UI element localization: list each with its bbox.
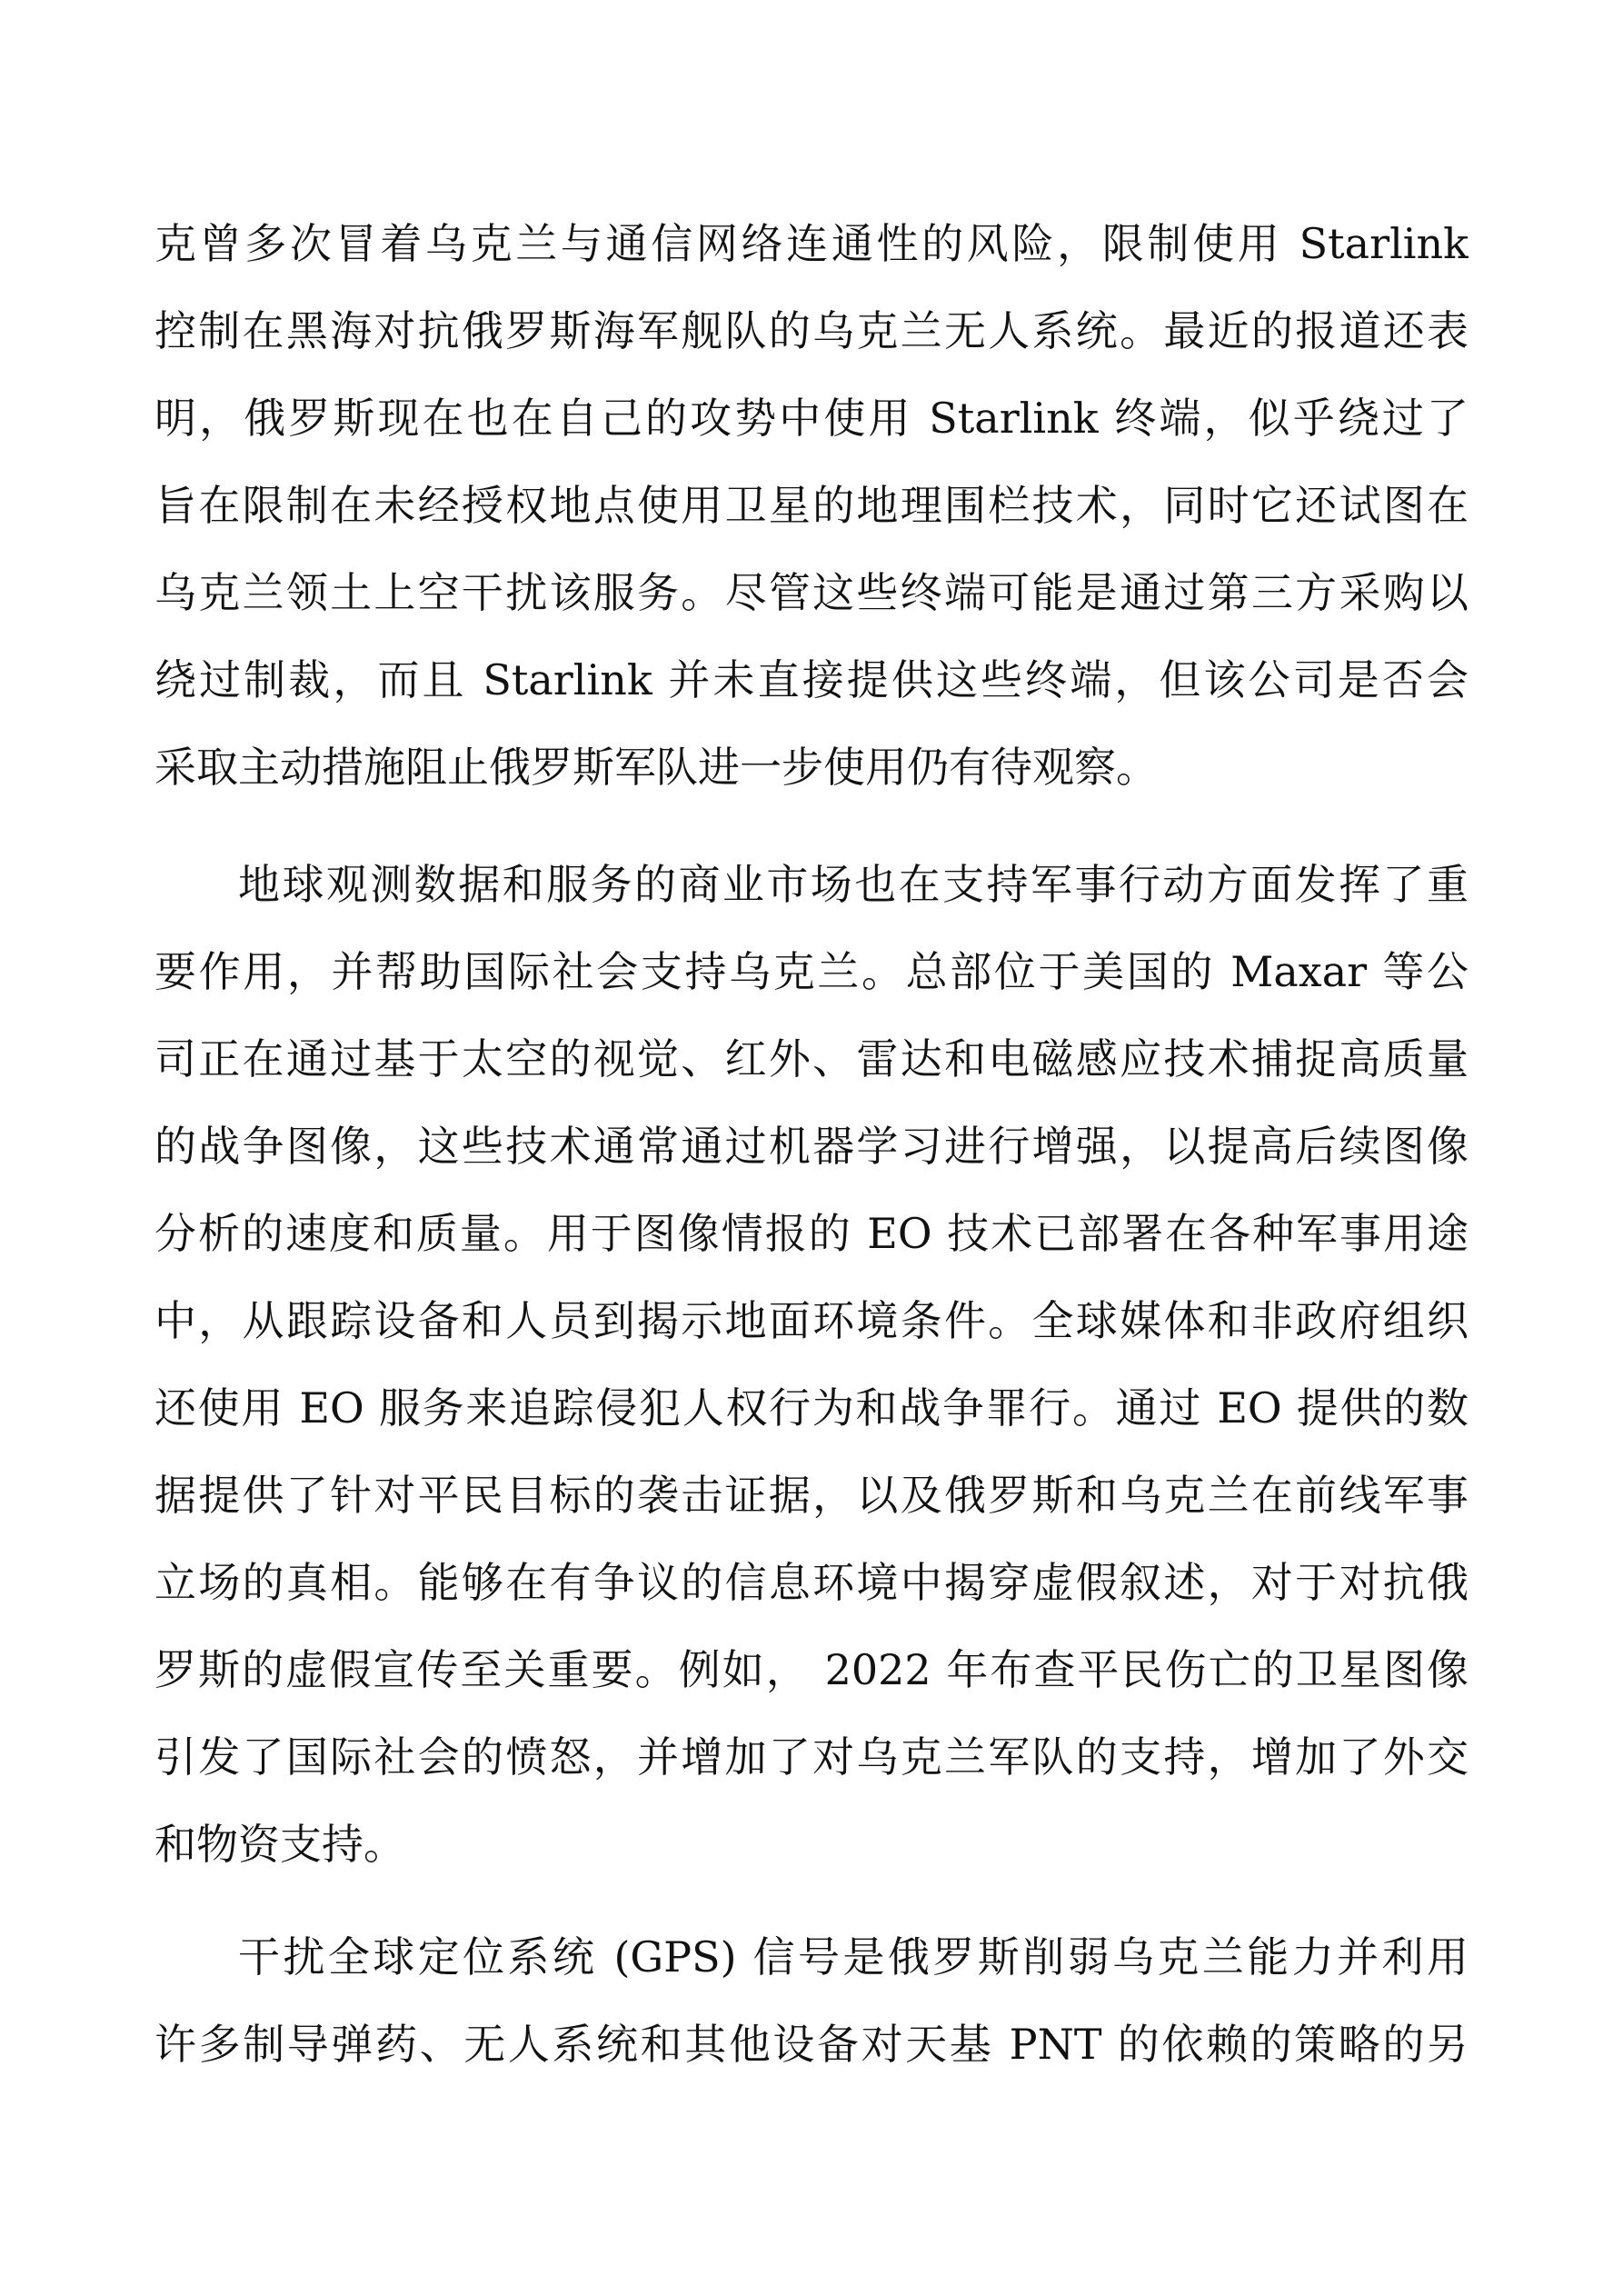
paragraph-line: 控制在黑海对抗俄罗斯海军舰队的乌克兰无人系统。最近的报道还表 bbox=[154, 306, 1469, 355]
paragraph-line: 采取主动措施阻止俄罗斯军队进一步使用仍有待观察。 bbox=[154, 743, 1158, 792]
paragraph-line: 绕过制裁，而且 Starlink 并未直接提供这些终端，但该公司是否会 bbox=[154, 655, 1469, 704]
paragraph-starlink bbox=[154, 200, 1469, 811]
paragraph-line: 司正在通过基于太空的视觉、红外、雷达和电磁感应技术捕捉高质量 bbox=[154, 1034, 1469, 1083]
paragraph-line: 据提供了针对平民目标的袭击证据，以及俄罗斯和乌克兰在前线军事 bbox=[154, 1471, 1469, 1520]
paragraph-earth-observation bbox=[154, 841, 1469, 1888]
paragraph-line: 克曾多次冒着乌克兰与通信网络连通性的风险，限制使用 Starlink bbox=[154, 219, 1469, 268]
paragraph-line: 许多制导弹药、无人系统和其他设备对天基 PNT 的依赖的策略的另 bbox=[154, 2020, 1469, 2069]
paragraph-line: 乌克兰领土上空干扰该服务。尽管这些终端可能是通过第三方采购以 bbox=[154, 568, 1469, 617]
paragraph-line: 罗斯的虚假宣传至关重要。例如， 2022 年布查平民伤亡的卫星图像 bbox=[154, 1645, 1469, 1694]
paragraph-line: 引发了国际社会的愤怒，并增加了对乌克兰军队的支持，增加了外交 bbox=[154, 1732, 1469, 1782]
paragraph-line: 分析的速度和质量。用于图像情报的 EO 技术已部署在各种军事用途 bbox=[154, 1209, 1469, 1258]
paragraph-line: 要作用，并帮助国际社会支持乌克兰。总部位于美国的 Maxar 等公 bbox=[154, 947, 1469, 996]
paragraph-line: 干扰全球定位系统 (GPS) 信号是俄罗斯削弱乌克兰能力并利用 bbox=[238, 1932, 1469, 1982]
paragraph-line: 中，从跟踪设备和人员到揭示地面环境条件。全球媒体和非政府组织 bbox=[154, 1296, 1469, 1345]
paragraph-line: 还使用 EO 服务来追踪侵犯人权行为和战争罪行。通过 EO 提供的数 bbox=[154, 1383, 1469, 1433]
paragraph-line: 地球观测数据和服务的商业市场也在支持军事行动方面发挥了重 bbox=[238, 860, 1469, 909]
paragraph-line: 旨在限制在未经授权地点使用卫星的地理围栏技术，同时它还试图在 bbox=[154, 481, 1469, 530]
paragraph-line: 明，俄罗斯现在也在自己的攻势中使用 Starlink 终端，似乎绕过了 bbox=[154, 394, 1469, 443]
paragraph-line: 的战争图像，这些技术通常通过机器学习进行增强，以提高后续图像 bbox=[154, 1122, 1469, 1171]
paragraph-gps-jamming bbox=[154, 1913, 1469, 2088]
paragraph-line: 和物资支持。 bbox=[154, 1820, 405, 1869]
paragraph-line: 立场的真相。能够在有争议的信息环境中揭穿虚假叙述，对于对抗俄 bbox=[154, 1558, 1469, 1607]
